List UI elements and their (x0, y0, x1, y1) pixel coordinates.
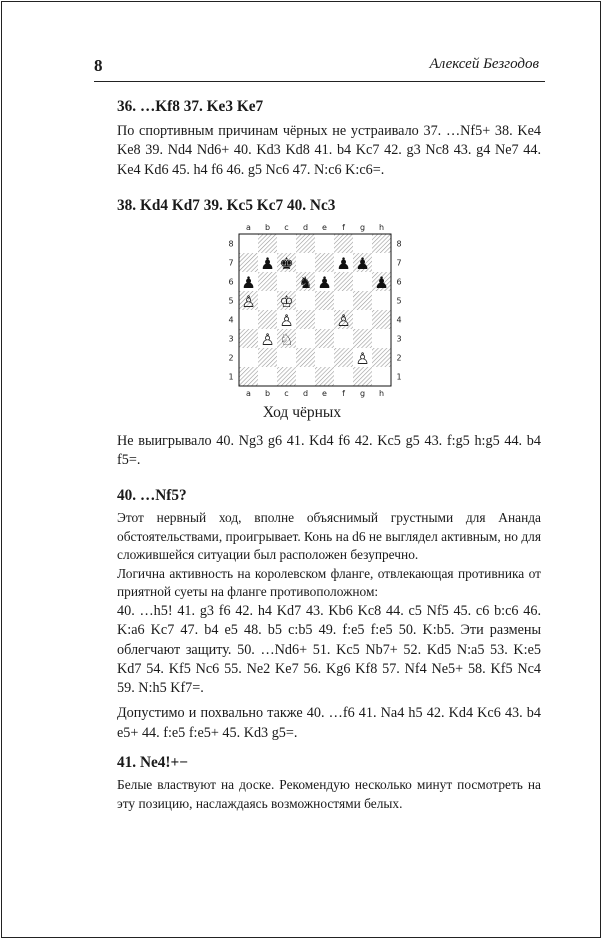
rank-label-left: 6 (228, 277, 234, 287)
board-square-b8 (258, 234, 277, 253)
file-label-top: g (359, 223, 366, 232)
black-pawn-icon: ♟ (317, 273, 332, 292)
rank-label-right: 2 (396, 353, 402, 363)
board-square-f6 (334, 272, 353, 291)
board-square-g3 (353, 329, 372, 348)
commentary-40 (117, 509, 541, 743)
white-pawn-icon: ♙ (336, 311, 351, 330)
board-square-h3 (372, 329, 391, 348)
board-square-e2 (315, 348, 334, 367)
chess-board (224, 222, 406, 404)
paragraph: 40. …h5! 41. g3 f6 42. h4 Kd7 43. Kb6 Kc8 44. c5 Nf5 45. c6 b:c6 46. K:a6 Kc7 47. b4 e5 48. b5 c:b5 49. f:e5 f:e5 50. K:b5. Эти размены облегчают защиту. 50. …Nd6+ 51. Kc5 Nb7+ 52. Kd5 N:a5 53. K:e5 Kd7 54. Kf5 Nc6 55. Ne2 Ke7 56. Kg6 Kf8 57. Nf4 Ne5+ 58. Kf5 Nc4 59. N:h5 Kf7=. (117, 602, 541, 697)
file-label-bottom: f (342, 389, 345, 398)
board-square-b4 (258, 310, 277, 329)
board-square-b2 (258, 348, 277, 367)
rank-label-right: 8 (396, 239, 402, 249)
board-square-a2 (239, 348, 258, 367)
paragraph: Логична активность на королевском фланге, отвлекающая противника от приятной суеты на фланге противоположном: (117, 565, 541, 600)
board-square-g4 (353, 310, 372, 329)
board-square-d5 (296, 291, 315, 310)
board-square-h8 (372, 234, 391, 253)
board-square-a1 (239, 367, 258, 386)
board-square-e3 (315, 329, 334, 348)
black-knight-icon: ♞ (298, 273, 313, 292)
board-square-g1 (353, 367, 372, 386)
rank-label-right: 1 (396, 372, 402, 382)
board-square-e7 (315, 253, 334, 272)
black-pawn-icon: ♟ (355, 254, 370, 273)
rank-label-left: 7 (228, 258, 234, 268)
board-square-b5 (258, 291, 277, 310)
board-square-c8 (277, 234, 296, 253)
board-square-h4 (372, 310, 391, 329)
rank-label-right: 5 (396, 296, 402, 306)
page-header (94, 55, 545, 81)
file-label-bottom: h (378, 389, 385, 398)
black-pawn-icon: ♟ (260, 254, 275, 273)
rank-label-left: 2 (228, 353, 234, 363)
file-label-top: a (246, 223, 251, 232)
file-label-bottom: c (284, 389, 289, 398)
board-square-g6 (353, 272, 372, 291)
board-square-h1 (372, 367, 391, 386)
paragraph: По спортивным причинам чёрных не устраивало 37. …Nf5+ 38. Ke4 Ke8 39. Nd4 Nd6+ 40. Kd3 Kd8 41. b4 Kc7 42. g3 Nc8 43. g4 Ne7 44. Ke4 Kd6 45. h4 f6 46. g5 Nc6 47. N:c6 K:c6=. (117, 123, 541, 178)
board-square-f1 (334, 367, 353, 386)
board-square-e8 (315, 234, 334, 253)
white-pawn-icon: ♙ (355, 349, 370, 368)
file-label-top: d (302, 223, 309, 232)
black-pawn-icon: ♟ (241, 273, 256, 292)
board-square-f3 (334, 329, 353, 348)
board-square-e1 (315, 367, 334, 386)
paragraph: Допустимо и похвально также 40. …f6 41. Na4 h5 42. Kd4 Kc6 43. b4 e5+ 44. f:e5 f:e5+ 45. Kd3 g5=. (117, 705, 541, 741)
move-heading-38: 38. Kd4 Kd7 39. Kc5 Kc7 40. Nc3 (117, 197, 336, 214)
rank-label-right: 7 (396, 258, 402, 268)
board-square-b6 (258, 272, 277, 291)
board-square-h2 (372, 348, 391, 367)
board-square-a3 (239, 329, 258, 348)
file-label-bottom: g (359, 389, 366, 398)
white-pawn-icon: ♙ (260, 330, 275, 349)
paragraph: Этот нервный ход, вполне объяснимый грустными для Ананда обстоятельствами, проигрывает. Конь на d6 не выглядел активным, но для сложившейся ситуации был расположен безупречно. (117, 510, 541, 563)
rank-label-left: 5 (228, 296, 234, 306)
board-square-g5 (353, 291, 372, 310)
white-pawn-icon: ♙ (279, 311, 294, 330)
move-heading-41: 41. Ne4!+− (117, 754, 188, 771)
board-square-b1 (258, 367, 277, 386)
commentary-40-alt (117, 432, 541, 471)
chess-diagram (224, 222, 406, 404)
header-rule (94, 81, 545, 82)
board-square-a8 (239, 234, 258, 253)
board-square-c2 (277, 348, 296, 367)
board-square-c6 (277, 272, 296, 291)
paragraph: Белые властвуют на доске. Рекомендую несколько минут посмотреть на эту позицию, наслаждаясь возможностями белых. (117, 777, 541, 811)
diagram-caption: Ход чёрных (262, 404, 342, 421)
black-pawn-icon: ♟ (374, 273, 389, 292)
file-label-top: e (322, 223, 327, 232)
file-label-bottom: b (264, 389, 271, 398)
board-square-e5 (315, 291, 334, 310)
board-square-d4 (296, 310, 315, 329)
rank-label-left: 3 (228, 334, 234, 344)
paragraph: Не выигрывало 40. Ng3 g6 41. Kd4 f6 42. Kc5 g5 43. f:g5 h:g5 44. b4 f5=. (117, 433, 541, 469)
file-label-top: b (264, 223, 271, 232)
rank-label-right: 6 (396, 277, 402, 287)
move-heading-40: 40. …Nf5? (117, 487, 187, 504)
board-square-a7 (239, 253, 258, 272)
white-king-icon: ♔ (279, 292, 294, 311)
file-label-bottom: d (302, 389, 309, 398)
commentary-36 (117, 122, 541, 180)
board-square-h5 (372, 291, 391, 310)
rank-label-right: 3 (396, 334, 402, 344)
board-square-g8 (353, 234, 372, 253)
page-number: 8 (94, 56, 103, 75)
board-square-d2 (296, 348, 315, 367)
rank-label-right: 4 (396, 315, 402, 325)
file-label-bottom: e (322, 389, 327, 398)
file-label-top: c (284, 223, 289, 232)
rank-label-left: 1 (228, 372, 234, 382)
move-heading-36: 36. …Kf8 37. Ke3 Ke7 (117, 98, 264, 115)
board-square-d8 (296, 234, 315, 253)
file-label-top: h (378, 223, 385, 232)
board-square-f5 (334, 291, 353, 310)
commentary-41 (117, 776, 541, 813)
board-square-d3 (296, 329, 315, 348)
board-square-e4 (315, 310, 334, 329)
black-pawn-icon: ♟ (336, 254, 351, 273)
board-square-h7 (372, 253, 391, 272)
running-head: Алексей Безгодов (429, 56, 539, 72)
white-pawn-icon: ♙ (241, 292, 256, 311)
rank-label-left: 4 (228, 315, 234, 325)
file-label-top: f (342, 223, 345, 232)
board-square-c1 (277, 367, 296, 386)
board-square-d1 (296, 367, 315, 386)
white-knight-icon: ♘ (279, 330, 294, 349)
board-square-a4 (239, 310, 258, 329)
black-king-icon: ♚ (279, 254, 294, 273)
board-square-f8 (334, 234, 353, 253)
board-square-f2 (334, 348, 353, 367)
board-square-d7 (296, 253, 315, 272)
file-label-bottom: a (246, 389, 251, 398)
rank-label-left: 8 (228, 239, 234, 249)
